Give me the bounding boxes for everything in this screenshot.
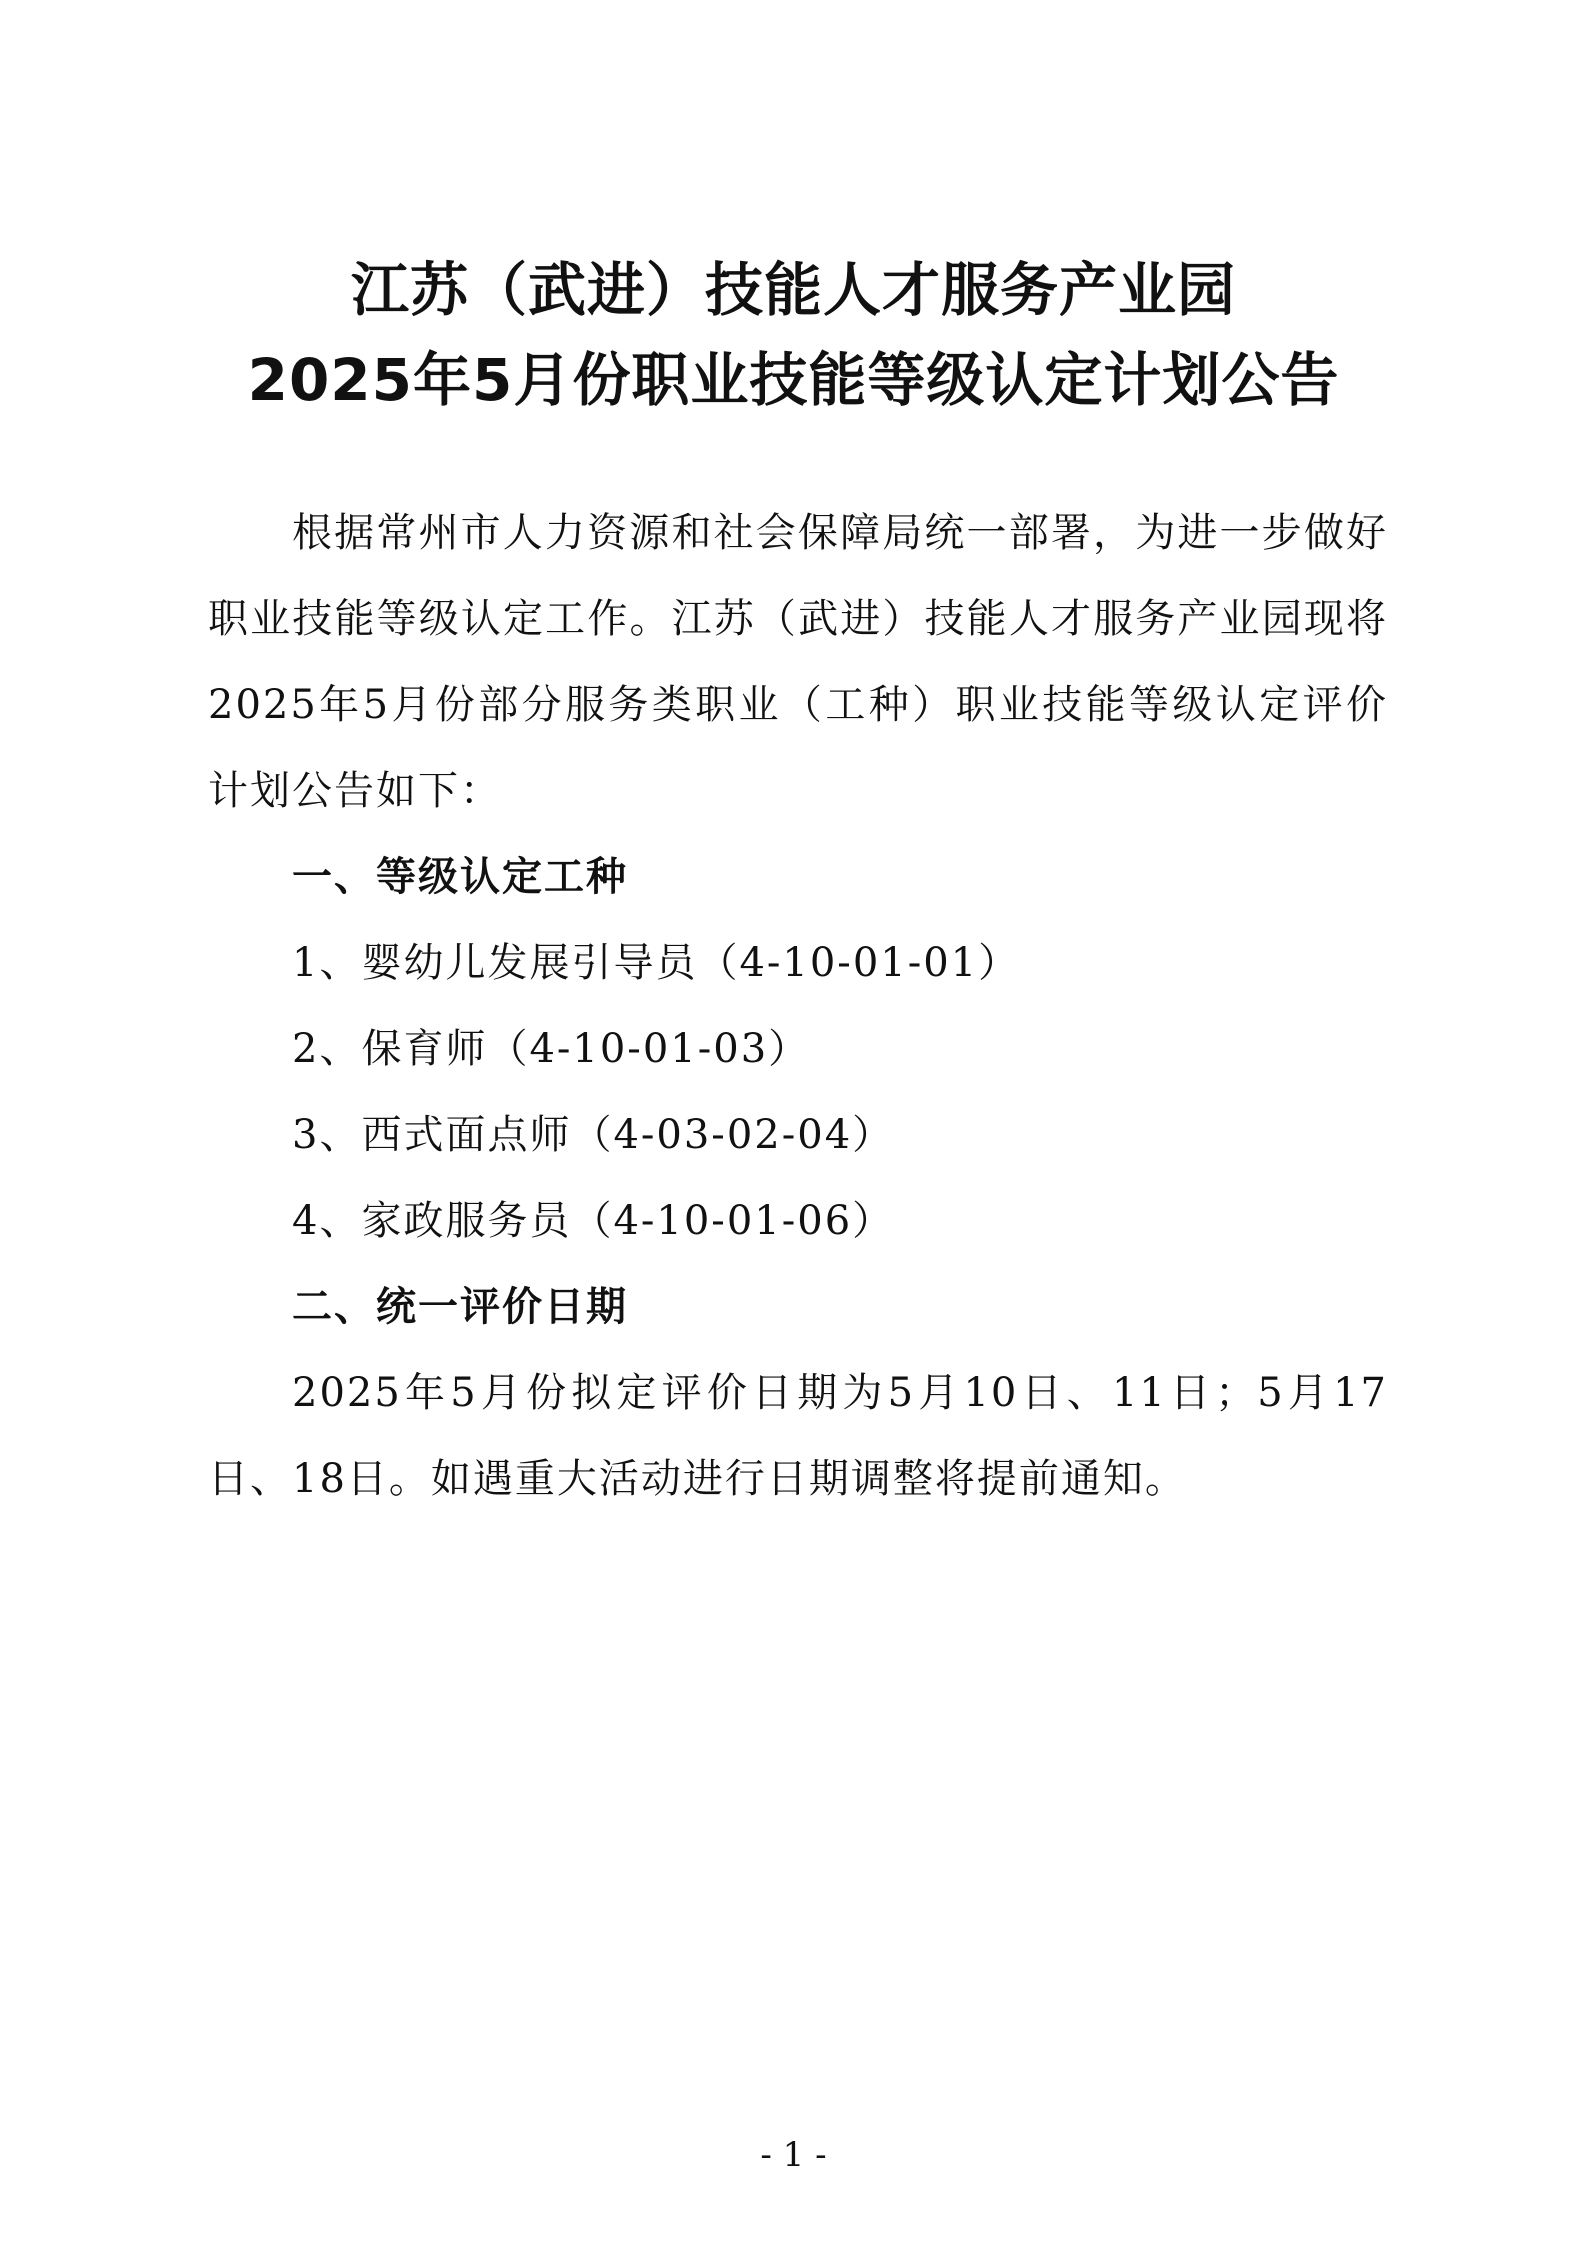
dates-paragraph: 2025年5月份拟定评价日期为5月10日、11日；5月17日、18日。如遇重大活动进行日期调整将提前通知。	[208, 1370, 1388, 1502]
title-line-2: 2025年5月份职业技能等级认定计划公告	[247, 346, 1340, 414]
document-title	[150, 245, 1437, 425]
section-heading-occupations: 一、等级认定工种	[292, 854, 628, 900]
document-body	[208, 490, 1388, 1522]
title-line-1: 江苏（武进）技能人才服务产业园	[350, 256, 1236, 324]
occupation-item: 3、西式面点师（4-03-02-04）	[292, 1112, 895, 1158]
page-number: - 1 -	[760, 2135, 827, 2175]
intro-paragraph: 根据常州市人力资源和社会保障局统一部署，为进一步做好职业技能等级认定工作。江苏（武进）技能人才服务产业园现将2025年5月份部分服务类职业（工种）职业技能等级认定评价计划公告如下：	[208, 510, 1388, 814]
occupation-item: 2、保育师（4-10-01-03）	[292, 1026, 811, 1072]
section-heading-dates: 二、统一评价日期	[292, 1284, 628, 1330]
occupation-item: 1、婴幼儿发展引导员（4-10-01-01）	[292, 940, 1021, 986]
occupation-item: 4、家政服务员（4-10-01-06）	[292, 1198, 895, 1244]
